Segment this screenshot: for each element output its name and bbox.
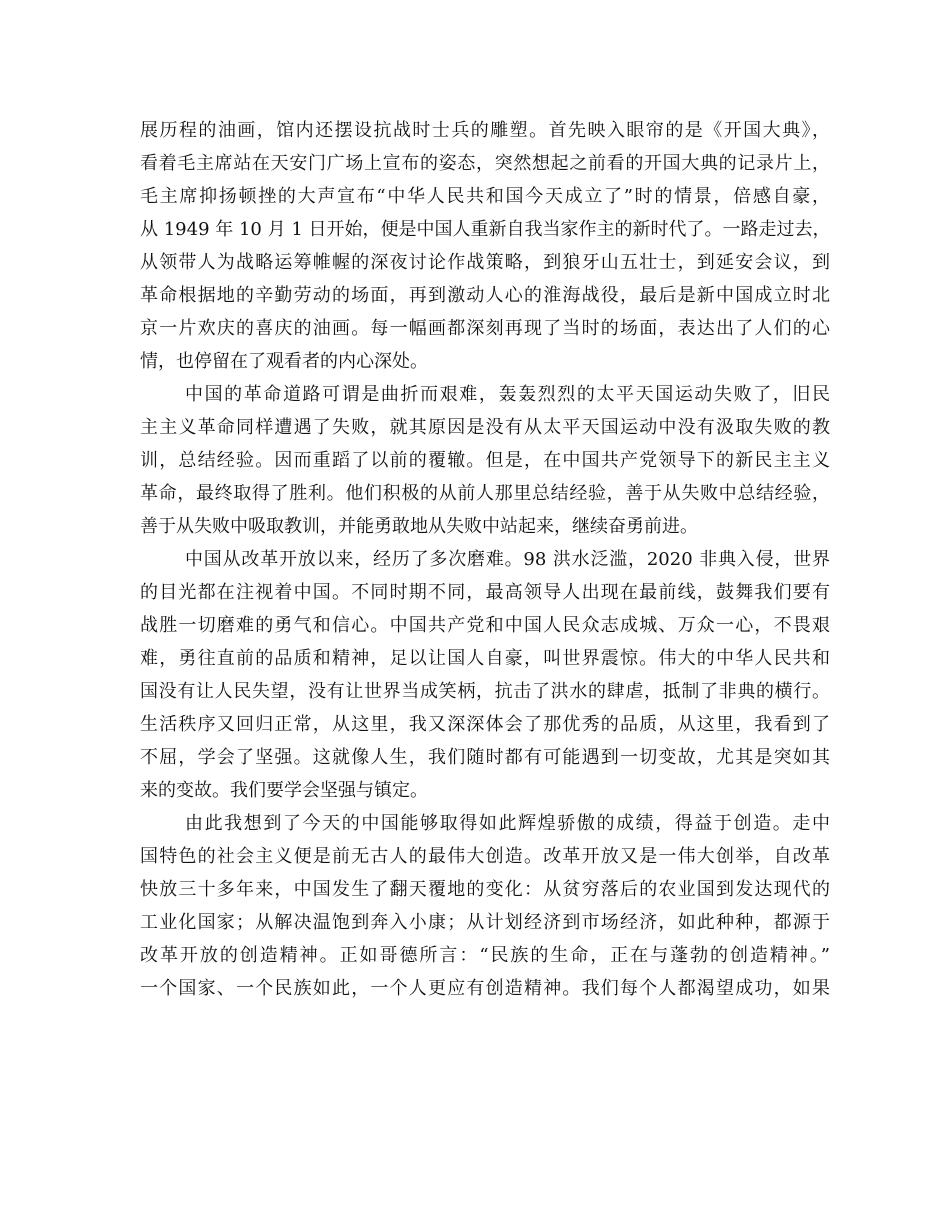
text-line: 改革开放的创造精神。正如哥德所言：“民族的生命，正在与蓬勃的创造精神。” [140, 945, 830, 966]
text-line: 中国的革命道路可谓是曲折而艰难，轰轰烈烈的太平天国运动失败了，旧民 [185, 384, 830, 405]
text-line: 中国从改革开放以来，经历了多次磨难。98 洪水泛滥，2020 非典入侵，世界 [185, 549, 830, 570]
text-line: 不屈，学会了坚强。这就像人生，我们随时都有可能遇到一切变故，尤其是突如其 [140, 747, 830, 768]
text-line: 由此我想到了今天的中国能够取得如此辉煌骄傲的成绩，得益于创造。走中 [185, 813, 830, 834]
text-line: 战胜一切磨难的勇气和信心。中国共产党和中国人民众志成城、万众一心，不畏艰 [140, 615, 830, 636]
text-line: 主主义革命同样遭遇了失败，就其原因是没有从太平天国运动中没有汲取失败的教 [140, 417, 830, 438]
text-line: 情，也停留在了观看者的内心深处。 [140, 351, 428, 372]
text-line: 工业化国家；从解决温饱到奔入小康；从计划经济到市场经济，如此种种，都源于 [140, 912, 830, 933]
text-line: 生活秩序又回归正常，从这里，我又深深体会了那优秀的品质，从这里，我看到了 [140, 714, 830, 735]
text-line: 从 1949 年 10 月 1 日开始，便是中国人重新自我当家作主的新时代了。一路走过去， [140, 219, 831, 240]
text-line: 看着毛主席站在天安门广场上宣布的姿态，突然想起之前看的开国大典的记录片上， [140, 153, 830, 174]
text-line: 国没有让人民失望，没有让世界当成笑柄，抗击了洪水的肆虐，抵制了非典的横行。 [140, 681, 830, 702]
text-line: 展历程的油画，馆内还摆设抗战时士兵的雕塑。首先映入眼帘的是《开国大典》， [140, 120, 830, 141]
text-line: 革命根据地的辛勤劳动的场面，再到激动人心的淮海战役，最后是新中国成立时北 [140, 285, 830, 306]
text-line: 京一片欢庆的喜庆的油画。每一幅画都深刻再现了当时的场面，表达出了人们的心 [140, 318, 830, 339]
text-line: 善于从失败中吸取教训，并能勇敢地从失败中站起来，继续奋勇前进。 [140, 516, 698, 537]
text-line: 一个国家、一个民族如此，一个人更应有创造精神。我们每个人都渴望成功，如果 [140, 978, 830, 999]
text-line: 难，勇往直前的品质和精神，足以让国人自豪，叫世界震惊。伟大的中华人民共和 [140, 648, 830, 669]
text-line: 革命，最终取得了胜利。他们积极的从前人那里总结经验，善于从失败中总结经验， [140, 483, 830, 504]
document-body [140, 114, 830, 1005]
text-line: 从领带人为战略运筹帷幄的深夜讨论作战策略，到狼牙山五壮士，到延安会议，到 [140, 252, 830, 273]
text-line: 的目光都在注视着中国。不同时期不同，最高领导人出现在最前线，鼓舞我们要有 [140, 582, 830, 603]
text-line: 国特色的社会主义便是前无古人的最伟大创造。改革开放又是一伟大创举，自改革 [140, 846, 830, 867]
text-line: 毛主席抑扬顿挫的大声宣布“中华人民共和国今天成立了”时的情景，倍感自豪， [140, 186, 830, 207]
text-line: 来的变故。我们要学会坚强与镇定。 [140, 780, 428, 801]
text-line: 快放三十多年来，中国发生了翻天覆地的变化：从贫穷落后的农业国到发达现代的 [140, 879, 830, 900]
text-line: 训，总结经验。因而重蹈了以前的覆辙。但是，在中国共产党领导下的新民主主义 [140, 450, 830, 471]
